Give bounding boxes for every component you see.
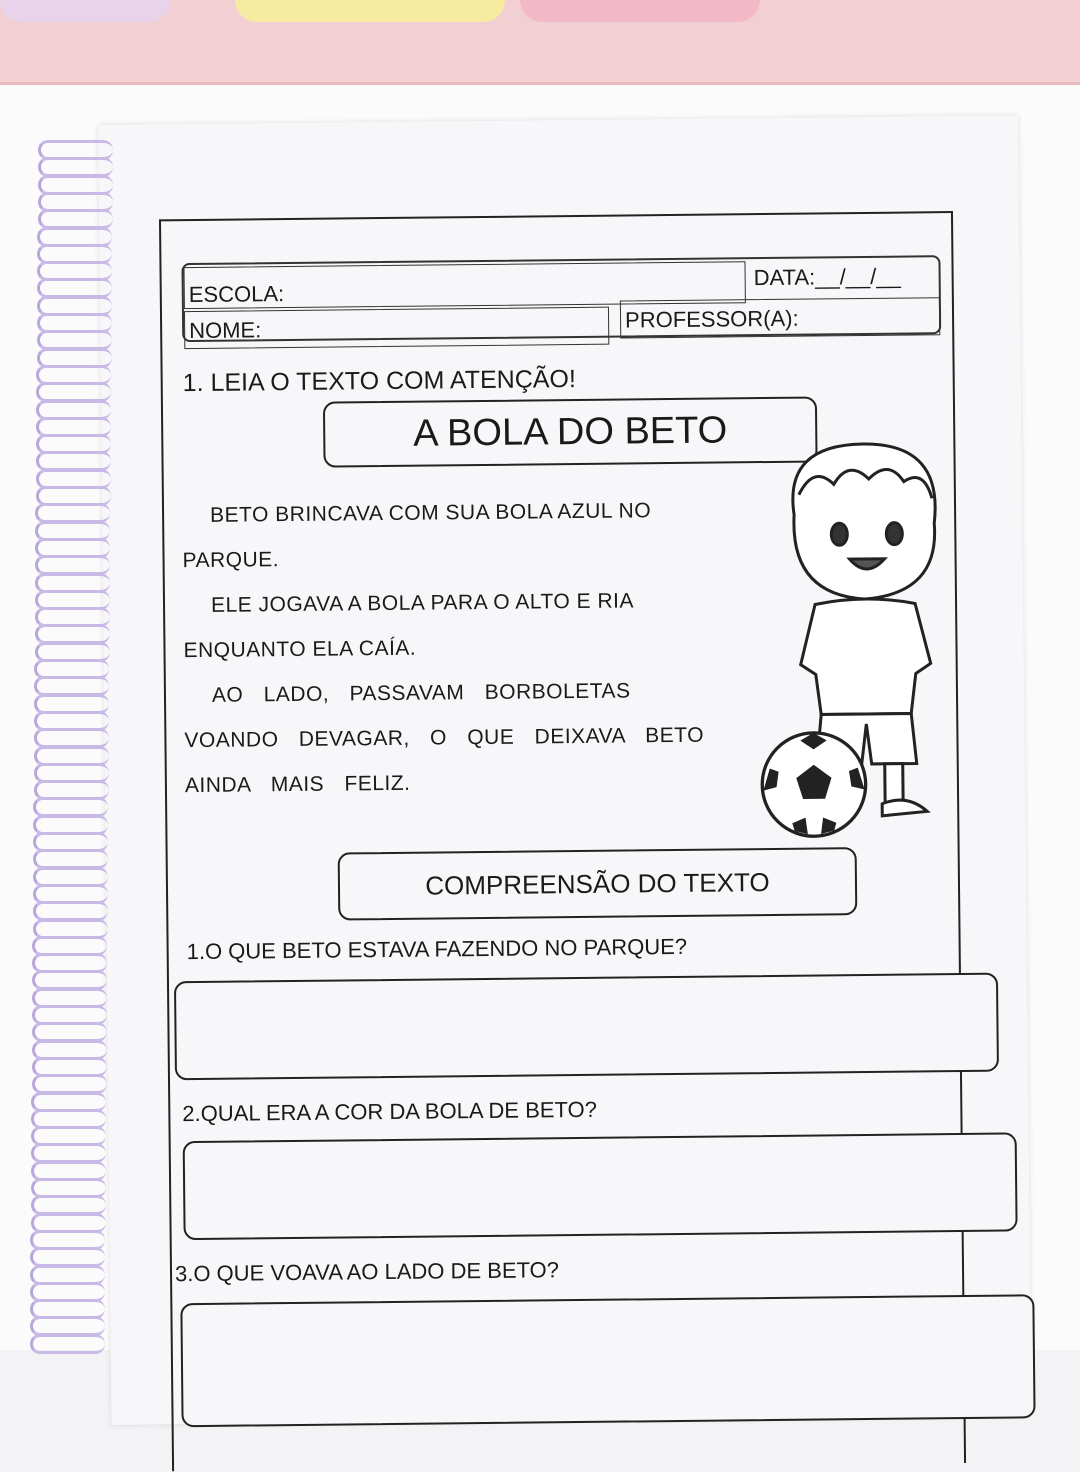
comprehension-title: COMPREENSÃO DO TEXTO xyxy=(338,847,858,920)
spiral-ring xyxy=(30,1334,105,1354)
question-1: 1.O QUE BETO ESTAVA FAZENDO NO PARQUE? xyxy=(186,933,688,965)
answer-box-2[interactable] xyxy=(183,1132,1018,1240)
teacher-field[interactable]: PROFESSOR(A): xyxy=(620,297,940,338)
name-field[interactable]: NOME: xyxy=(184,307,609,349)
date-field[interactable]: DATA:__/__/__ xyxy=(753,263,901,291)
story-paragraph: AO LADO, PASSAVAM BORBOLETAS VOANDO DEVAGAR, O QUE DEIXAVA BETO AINDA MAIS FELIZ. xyxy=(184,679,705,798)
school-field[interactable]: ESCOLA: xyxy=(183,261,745,309)
question-3: 3.O QUE VOAVA AO LADO DE BETO? xyxy=(174,1257,560,1287)
spiral-binding xyxy=(30,140,120,1350)
story-text xyxy=(182,487,745,808)
header-box xyxy=(181,255,941,342)
toy xyxy=(235,0,505,22)
toy xyxy=(520,0,760,22)
toy xyxy=(0,0,170,22)
answer-box-1[interactable] xyxy=(174,973,999,1081)
pink-tray xyxy=(0,0,1080,85)
instruction: 1. LEIA O TEXTO COM ATENÇÃO! xyxy=(182,365,577,398)
answer-box-3[interactable] xyxy=(180,1294,1035,1427)
story-paragraph: ELE JOGAVA A BOLA PARA O ALTO E RIA ENQUANTO ELA CAÍA. xyxy=(183,589,633,663)
story-title: A BOLA DO BETO xyxy=(323,396,818,467)
story-paragraph: BETO BRINCAVA COM SUA BOLA AZUL NO PARQUE. xyxy=(182,499,652,573)
worksheet-border xyxy=(159,211,966,1471)
worksheet-page xyxy=(98,115,1032,1425)
soccer-ball-icon xyxy=(758,729,869,840)
question-2: 2.QUAL ERA A COR DA BOLA DE BETO? xyxy=(182,1096,597,1127)
